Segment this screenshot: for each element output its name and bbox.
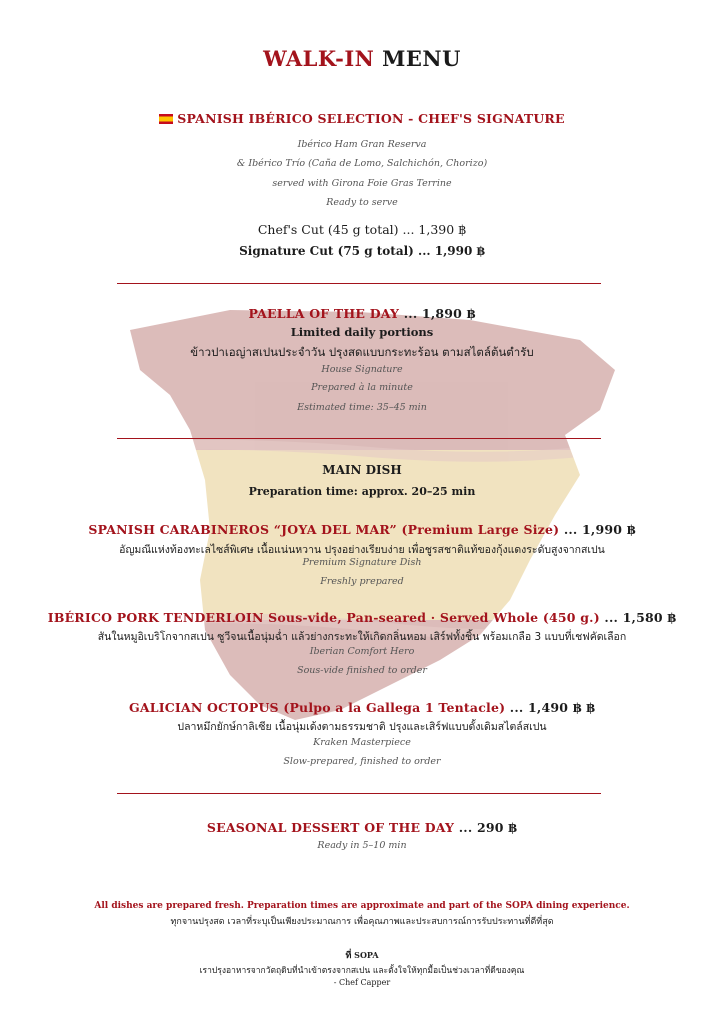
dish-note: Iberian Comfort Hero [309,646,415,657]
paella-note: House Signature [321,364,403,375]
paella-note: Prepared à la minute [311,382,413,393]
paella-heading-name: PAELLA OF THE DAY [248,306,400,321]
dessert-heading-name: SEASONAL DESSERT OF THE DAY [206,820,455,835]
footer-thai-line-2: เราปรุงอาหารจากวัตถุดิบที่นำเข้าตรงจากสเปน และตั้งใจให้ทุกมื้อเป็นช่วงเวลาที่ดีของคุณ [199,966,525,976]
divider [117,793,601,794]
dish-price: ... 1,490 ฿ ฿ [509,700,596,715]
dessert-heading [0,820,724,835]
main-prep-time: Preparation time: approx. 20–25 min [248,485,476,498]
dish-note: Slow-prepared, finished to order [283,756,441,767]
iberico-line: & Ibérico Trío (Caña de Lomo, Salchichón, Chorizo) [236,158,488,169]
dessert-note: Ready in 5–10 min [317,840,407,851]
footer-brand: SOPA [354,950,379,960]
dish-note: Kraken Masterpiece [313,737,411,748]
iberico-heading [0,111,724,126]
paella-thai: ข้าวปาเอญ่าสเปนประจำวัน ปรุงสดแบบกระทะร้อน ตามสไตล์ต้นตำรับ [190,345,534,359]
dessert-heading-price: ... 290 ฿ [458,820,518,835]
menu-title-rest: MENU [382,46,461,71]
divider [117,283,601,284]
iberico-heading-text: SPANISH IBÉRICO SELECTION - CHEF'S SIGNATURE [177,111,565,126]
iberico-line: Ibérico Ham Gran Reserva [297,139,427,150]
paella-heading [0,306,724,321]
paella-heading-price: ... 1,890 ฿ [403,306,476,321]
dish-price: ... 1,990 ฿ [563,522,636,537]
dish-thai: ปลาหมึกยักษ์กาลิเซีย เนื้อนุ่มเด้งตามธรรมชาติ ปรุงและเสิร์ฟแบบดั้งเดิมสไตล์สเปน [177,721,547,733]
menu-title-accent: WALK-IN [263,46,375,71]
dish-note: Freshly prepared [320,576,404,587]
dish-name-carabineros [0,522,724,537]
dish-name-iberico-pork [0,610,724,625]
menu-title [0,46,724,71]
footer-at: ที่ [345,951,352,961]
dish-note: Premium Signature Dish [302,557,422,568]
dish-name-octopus [0,700,724,715]
dish-price: ... 1,580 ฿ [604,610,677,625]
dish-name-text: IBÉRICO PORK TENDERLOIN Sous-vide, Pan-seared · Served Whole (450 g.) [47,610,600,625]
divider [117,438,601,439]
footer-brand-line [0,948,724,962]
iberico-line: served with Girona Foie Gras Terrine [272,178,452,189]
footer-thai-note: ทุกจานปรุงสด เวลาที่ระบุเป็นเพียงประมาณการ เพื่อคุณภาพและประสบการณ์การรับประทานที่ดีที่สุด [170,917,554,927]
dish-note: Sous-vide finished to order [297,665,427,676]
paella-subtitle: Limited daily portions [290,325,434,339]
iberico-price-regular: Chef's Cut (45 g total) ... 1,390 ฿ [257,222,467,237]
paella-note: Estimated time: 35–45 min [297,402,427,413]
dish-thai: อัญมณีแห่งท้องทะเลไซส์พิเศษ เนื้อแน่นหวาน ปรุงอย่างเรียบง่าย เพื่อชูรสชาติแท้ของกุ้งแดงระดับสูงจากสเปน [119,544,605,556]
footer-signoff: - Chef Capper [333,978,391,987]
dish-name-text: GALICIAN OCTOPUS (Pulpo a la Gallega 1 Tentacle) [128,700,506,715]
footer-english-note: All dishes are prepared fresh. Preparation times are approximate and part of the SOPA dining experience. [94,901,630,911]
dish-thai: สันในหมูอิเบริโกจากสเปน ซูวีจนเนื้อนุ่มฉ่ำ แล้วย่างกระทะให้เกิดกลิ่นหอม เสิร์ฟทั้งชิ้น พร้อมเกลือ 3 แบบที่เชฟคัดเลือก [97,631,627,643]
iberico-price-signature: Signature Cut (75 g total) ... 1,990 ฿ [239,244,485,258]
main-heading: MAIN DISH [322,463,402,477]
dish-name-text: SPANISH CARABINEROS “JOYA DEL MAR” (Premium Large Size) [88,522,560,537]
iberico-line: Ready to serve [326,197,398,208]
spain-flag-icon [159,114,173,124]
